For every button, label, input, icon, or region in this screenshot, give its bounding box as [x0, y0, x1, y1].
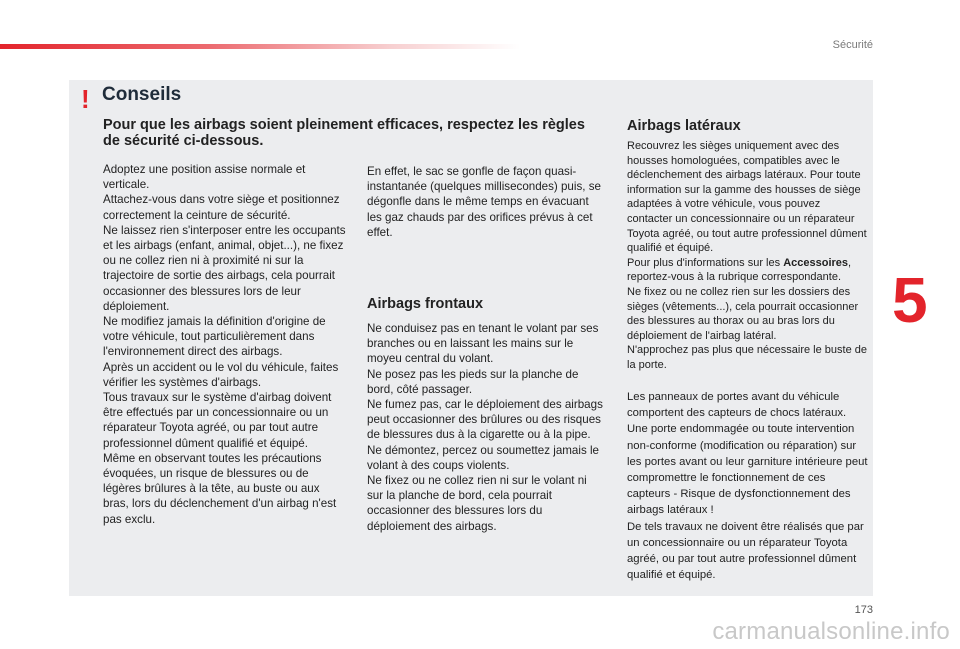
page-number: 173	[854, 604, 873, 616]
paragraph	[627, 256, 867, 285]
paragraph: Ne fixez ou ne collez rien ni sur le volant ni sur la planche de bord, cela pourrait occasionner des blessures lors du déploiement des airbags.	[367, 474, 587, 533]
paragraph: Tous travaux sur le système d'airbag doivent être effectués par un concessionnaire ou un réparateur Toyota agréé, ou par tout autre professionnel dûment qualifié et équipé.	[103, 391, 332, 450]
section-title: Sécurité	[832, 39, 873, 51]
paragraph: Ne démontez, percez ou soumettez jamais le volant à des coups violents.	[367, 443, 599, 472]
paragraph: N'approchez pas plus que nécessaire le buste de la porte.	[627, 344, 867, 371]
advice-column-2-intro	[367, 164, 603, 240]
paragraph: De tels travaux ne doivent être réalisés que par un concessionnaire ou un réparateur Toyota agréé, ou par tout autre professionnel dûment qualifié et équipé.	[627, 520, 864, 582]
text-fragment: , reportez-vous à la rubrique correspondante.	[627, 256, 852, 284]
paragraph: Même en observant toutes les précautions évoquées, un risque de blessures ou de légères brûlures à la tête, au buste ou aux bras, lors du déclenchement d'un airbag n'est pas exclu.	[103, 451, 337, 526]
paragraph: Après un accident ou le vol du véhicule, faites vérifier les systèmes d'airbags.	[103, 360, 339, 389]
paragraph: Ne posez pas les pieds sur la planche de bord, côté passager.	[367, 367, 579, 396]
exclamation-icon: !	[81, 84, 90, 114]
paragraph: Adoptez une position assise normale et verticale.	[103, 163, 306, 192]
text-fragment: Pour plus d'informations sur les	[627, 256, 781, 269]
paragraph: Ne fumez pas, car le déploiement des airbags peut occasionner des brûlures ou des risques de blessures dus à la cigarette ou à la pipe.	[367, 398, 603, 442]
door-sensors-text	[627, 389, 871, 583]
side-airbags-heading: Airbags latéraux	[627, 118, 741, 134]
paragraph: Ne modifiez jamais la définition d'origine de votre véhicule, tout particulièrement dans l'environnement direct des airbags.	[103, 315, 326, 359]
paragraph: Ne conduisez pas en tenant le volant par ses branches ou en laissant les mains sur le moyeu central du volant.	[367, 322, 599, 366]
advice-column-1	[103, 162, 348, 527]
paragraph: Une porte endommagée ou toute intervention non-conforme (modification ou réparation) sur les portes avant ou leur garniture intérieure peut compromettre le fonctionnement de ces capteurs - Risque de dysfonctionnement des airbags latéraux !	[627, 423, 868, 517]
side-airbags-text	[627, 139, 867, 373]
panel-headline: Pour que les airbags soient pleinement efficaces, respectez les règles de sécurité ci-dessous.	[103, 117, 585, 149]
watermark: carmanualsonline.info	[712, 618, 950, 645]
chapter-number: 5	[892, 264, 928, 336]
accessories-emphasis: Accessoires	[783, 256, 849, 269]
header-accent-bar	[0, 44, 520, 49]
paragraph: Ne laissez rien s'interposer entre les occupants et les airbags (enfant, animal, objet...), ne fixez ou ne collez rien ni à proximité ni sur la trajectoire de sortie des airbags, cela pourrait occasionner des blessures lors de leur déploiement.	[103, 223, 346, 313]
paragraph: Attachez-vous dans votre siège et positionnez correctement la ceinture de sécurité.	[103, 193, 340, 222]
frontal-airbags-heading: Airbags frontaux	[367, 296, 484, 312]
paragraph: Les panneaux de portes avant du véhicule comportent des capteurs de chocs latéraux.	[627, 391, 847, 420]
paragraph: Recouvrez les sièges uniquement avec des housses homologuées, compatibles avec le déclenchement des airbags latéraux. Pour toute information sur la gamme des housses de siège adaptées à votre véhicule, vous pouvez contacter un concessionnaire ou un réparateur Toyota agréé, ou tout autre professionnel dûment qualifié et équipé.	[627, 140, 867, 255]
paragraph: Ne fixez ou ne collez rien sur les dossiers des sièges (vêtements...), cela pourrait occasionner des blessures au thorax ou au bras lors du déploiement de l'airbag latéral.	[627, 285, 859, 342]
frontal-airbags-text	[367, 321, 605, 534]
paragraph: En effet, le sac se gonfle de façon quasi-instantanée (quelques millisecondes) puis, se dégonfle dans le même temps en évacuant les gaz chauds par des orifices prévus à cet effet.	[367, 165, 601, 239]
panel-title: Conseils	[102, 84, 182, 105]
